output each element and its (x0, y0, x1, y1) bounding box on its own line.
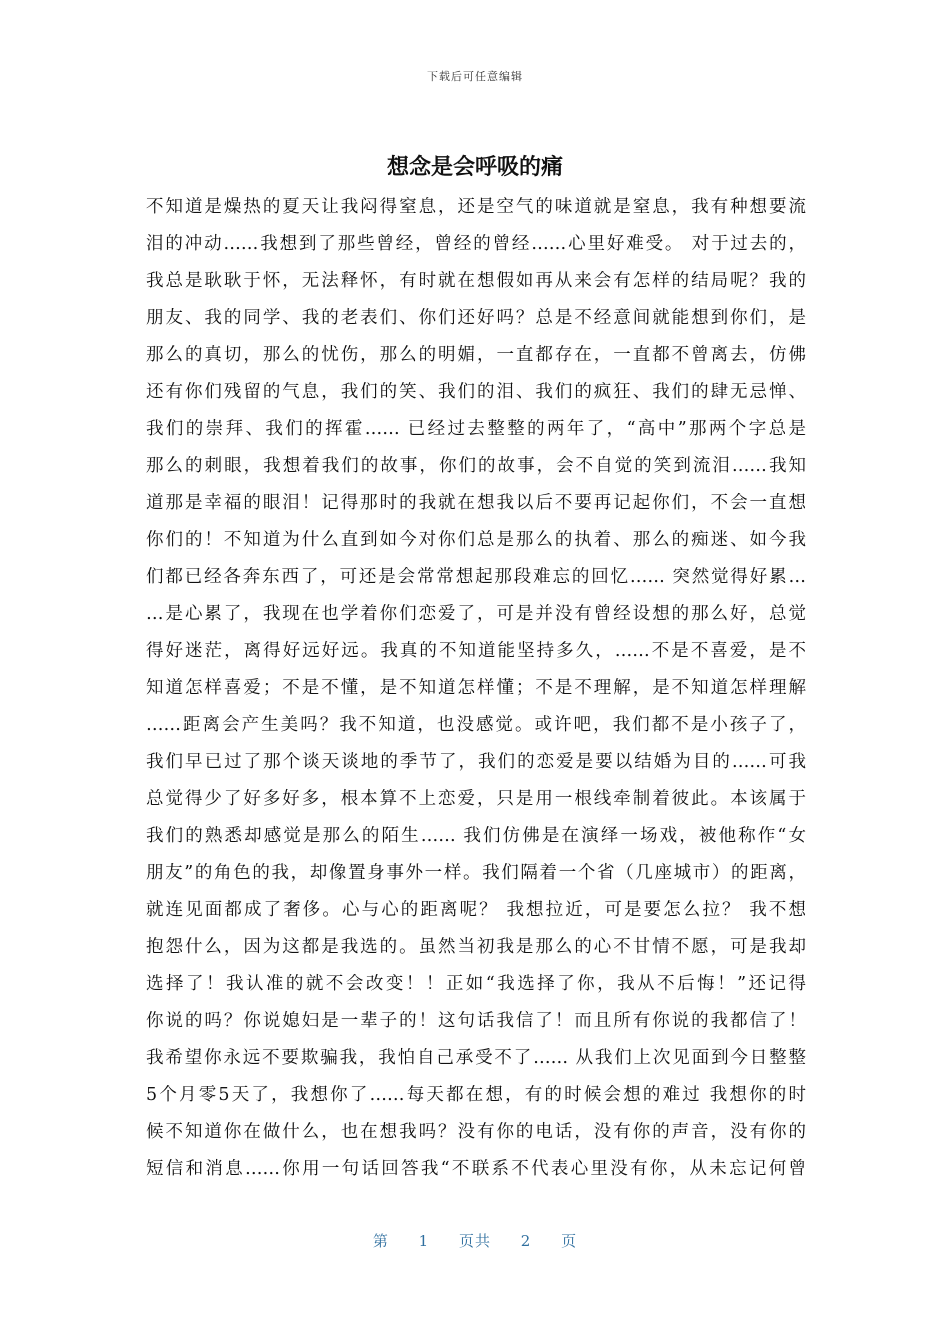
paragraph-line: 我希望你永远不要欺骗我，我怕自己承受不了…… 从我们上次见面到今日整整 (146, 1048, 806, 1068)
page-footer (0, 1230, 950, 1251)
footer-prefix: 第 (372, 1232, 389, 1250)
paragraph-line: 候不知道你在做什么，也在想我吗？没有你的电话，没有你的声音，没有你的 (146, 1122, 806, 1142)
header-note: 下载后可任意编辑 (427, 70, 523, 83)
paragraph-line: 泪的冲动……我想到了那些曾经，曾经的曾经……心里好难受。 对于过去的， (146, 234, 806, 254)
paragraph-line: 我们的崇拜、我们的挥霍…… 已经过去整整的两年了，“高中”那两个字总是 (146, 419, 806, 439)
paragraph-line: 你们的！不知道为什么直到如今对你们总是那么的执着、那么的痴迷、如今我 (146, 530, 806, 550)
paragraph-line: 短信和消息……你用一句话回答我“不联系不代表心里没有你，从未忘记何曾 (146, 1159, 806, 1179)
total-page-number: 2 (520, 1232, 532, 1250)
document-title: 想念是会呼吸的痛 (386, 155, 563, 180)
paragraph-line: 你说的吗？你说媳妇是一辈子的！这句话我信了！而且所有你说的我都信了！ (146, 1011, 806, 1031)
paragraph-line: ……距离会产生美吗？我不知道，也没感觉。或许吧，我们都不是小孩子了， (146, 715, 806, 735)
paragraph-line: 我们的熟悉却感觉是那么的陌生…… 我们仿佛是在演绎一场戏，被他称作“女 (146, 826, 806, 846)
paragraph-line: 不知道是燥热的夏天让我闷得窒息，还是空气的味道就是窒息，我有种想要流 (146, 197, 806, 217)
paragraph-line: 我们早已过了那个谈天谈地的季节了，我们的恋爱是要以结婚为目的……可我 (146, 752, 806, 772)
footer-middle: 页共 (458, 1232, 491, 1250)
footer-suffix: 页 (561, 1232, 578, 1250)
paragraph-line: 道那是幸福的眼泪！记得那时的我就在想我以后不要再记起你们，不会一直想 (146, 493, 806, 513)
paragraph-line: 选择了！我认准的就不会改变！！正如“我选择了你，我从不后悔！”还记得 (146, 974, 806, 994)
paragraph-line: 就连见面都成了奢侈。心与心的距离呢？ 我想拉近，可是要怎么拉？ 我不想 (146, 900, 806, 920)
current-page-number: 1 (418, 1232, 430, 1250)
paragraph-line: 那么的真切，那么的忧伤，那么的明媚，一直都存在，一直都不曾离去，仿佛 (146, 345, 806, 365)
paragraph-line: 还有你们残留的气息，我们的笑、我们的泪、我们的疯狂、我们的肆无忌惮、 (146, 382, 806, 402)
paragraph-line: 得好迷茫，离得好远好远。我真的不知道能坚持多久，……不是不喜爱，是不 (146, 641, 806, 661)
paragraph-line: 总觉得少了好多好多，根本算不上恋爱，只是用一根线牵制着彼此。本该属于 (146, 789, 806, 809)
paragraph-line: 我总是耿耿于怀，无法释怀，有时就在想假如再从来会有怎样的结局呢？我的 (146, 271, 806, 291)
paragraph-line: 们都已经各奔东西了，可还是会常常想起那段难忘的回忆…… 突然觉得好累… (146, 567, 806, 587)
paragraph-line: 朋友、我的同学、我的老表们、你们还好吗？总是不经意间就能想到你们，是 (146, 308, 806, 328)
paragraph-line: 5个月零5天了，我想你了……每天都在想，有的时候会想的难过 我想你的时 (146, 1085, 806, 1105)
paragraph-line: 抱怨什么，因为这都是我选的。虽然当初我是那么的心不甘情不愿，可是我却 (146, 937, 806, 957)
paragraph-line: 知道怎样喜爱；不是不懂，是不知道怎样懂；不是不理解，是不知道怎样理解 (146, 678, 806, 698)
body-text (146, 192, 806, 1191)
paragraph-line: …是心累了，我现在也学着你们恋爱了，可是并没有曾经设想的那么好，总觉 (146, 604, 806, 624)
paragraph-line: 那么的刺眼，我想着我们的故事，你们的故事，会不自觉的笑到流泪……我知 (146, 456, 806, 476)
paragraph-line: 朋友”的角色的我，却像置身事外一样。我们隔着一个省（几座城市）的距离， (146, 863, 806, 883)
